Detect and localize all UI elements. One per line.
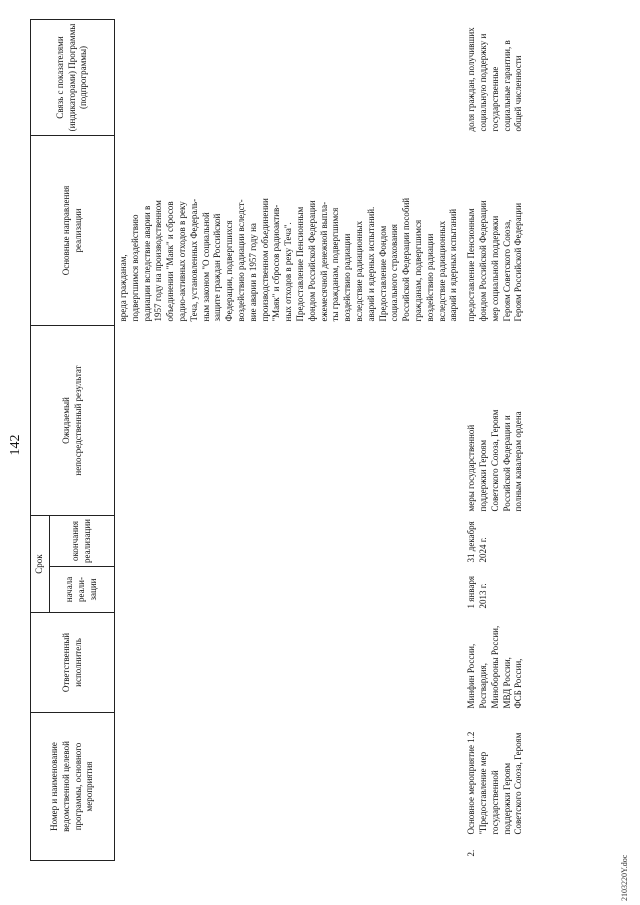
table-row bbox=[463, 20, 528, 861]
header-start: начала реали- зации bbox=[50, 567, 115, 613]
header-end: окончания реализации bbox=[50, 516, 115, 567]
header-term: Срок bbox=[31, 516, 50, 613]
header-expected-result: Ожидаемый непосредственный результат bbox=[31, 326, 115, 516]
event-name: Основное мероприятие 1.2 "Предоставление мер государственной поддержки Героям Советского Союза, Героям bbox=[466, 731, 524, 835]
cell-empty bbox=[115, 516, 464, 567]
program-table bbox=[30, 19, 528, 861]
cell-empty bbox=[115, 567, 464, 613]
cell-executor: Минфин России, Росгвардия, Минобороны России, МВД России, ФСБ России, bbox=[466, 625, 524, 709]
cell-directions-continued: вреда гражданам, подвергшимся воздействию радиации вследствие аварии в 1957 году на производственном объединении "Маяк" и сбросов радио-активных отходов в реку Теча, установленных Федераль- ным законом "О социальной защите граждан Российской Федерации, подвергшихся воздействию радиации вследст- вие аварии в 1957 году на производственном объединении "Маяк" и сбросов радиоактив- ных отходов в реку Теча". Предоставление Пенсионным фондом Российской Федерации ежемесячной денежной выпла- ты гражданам, подвергшимся воздействию радиации вследствие радиационных аварий и ядерных испытаний. Предоставление Фондом социального страхования Российской Федерации пособий гражданам, подвергшимся воздействию радиации вследствие радиационных аварий и ядерных испытаний bbox=[118, 197, 459, 322]
cell-directions: предоставление Пенсионным фондом Российской Федерации мер социальной поддержки Героям Советского Союза, Героям Российской Федерации bbox=[466, 200, 524, 322]
header-directions: Основные направления реализации bbox=[31, 136, 115, 326]
cell-empty bbox=[115, 613, 464, 713]
cell-end-date: 31 декабря 2024 г. bbox=[466, 521, 488, 563]
row-number: 2. bbox=[466, 849, 477, 857]
document-code: 2103220Y.doc bbox=[620, 854, 629, 901]
header-executor: Ответственный исполнитель bbox=[31, 613, 115, 713]
header-indicators: Связь с показателями (индикаторами) Программы (подпрограммы) bbox=[31, 20, 115, 136]
table-row-continuation bbox=[115, 20, 464, 861]
cell-indicators: доля граждан, получивших социальную поддержку и государственные социальные гарантии, в общей численности bbox=[466, 27, 524, 132]
cell-start-date: 1 января 2013 г. bbox=[466, 576, 488, 609]
cell-empty bbox=[115, 713, 464, 861]
header-program-name: Номер и наименование ведомственной целевой программы, основного мероприятия bbox=[31, 713, 115, 861]
cell-empty bbox=[115, 326, 464, 516]
cell-empty bbox=[115, 20, 464, 136]
page-number: 142 bbox=[8, 434, 23, 456]
cell-expected-result: меры государственной поддержки Героям Советского Союза, Героям Российской Федерации и полным кавалерам ордена bbox=[466, 409, 524, 512]
cell-program bbox=[463, 713, 528, 861]
